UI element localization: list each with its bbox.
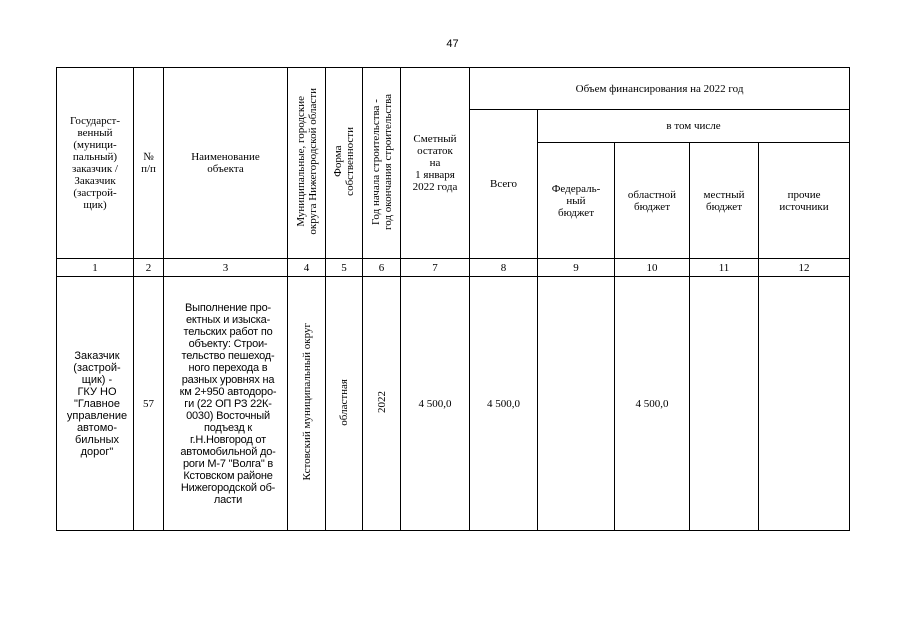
column-number: 5 bbox=[326, 259, 363, 277]
column-number: 9 bbox=[538, 259, 615, 277]
column-number-row bbox=[57, 259, 850, 277]
page-number: 47 bbox=[446, 38, 459, 50]
total-cell: 4 500,0 bbox=[470, 277, 538, 531]
header-other: прочие источники bbox=[759, 143, 850, 259]
column-number: 6 bbox=[363, 259, 401, 277]
column-number: 8 bbox=[470, 259, 538, 277]
local-cell bbox=[690, 277, 759, 531]
column-number: 11 bbox=[690, 259, 759, 277]
header-municipality: Муниципальные, городские округа Нижегородской области bbox=[288, 68, 326, 259]
column-number: 3 bbox=[164, 259, 288, 277]
header-object-name: Наименование объекта bbox=[164, 68, 288, 259]
row-number-cell: 57 bbox=[134, 277, 164, 531]
header-years: Год начала строительства - год окончания строительства bbox=[363, 68, 401, 259]
regional-cell: 4 500,0 bbox=[615, 277, 690, 531]
ownership-cell: областная bbox=[326, 277, 363, 531]
estimate-cell: 4 500,0 bbox=[401, 277, 470, 531]
column-number: 2 bbox=[134, 259, 164, 277]
header-total: Всего bbox=[470, 110, 538, 259]
column-number: 10 bbox=[615, 259, 690, 277]
header-federal: Федераль- ный бюджет bbox=[538, 143, 615, 259]
column-number: 12 bbox=[759, 259, 850, 277]
federal-cell bbox=[538, 277, 615, 531]
object-name-cell: Выполнение про- ектных и изыска- тельских работ по объекту: Строи- тельство пешеход- ного перехода в разных уровнях на км 2+950 автодоро- ги (22 ОП РЗ 22К- 0030) Восточный подъезд к г.Н.Новгород от автомобильной до- роги М-7 "Волга" в Кстовском районе Нижегородской об- ласти bbox=[164, 277, 288, 531]
financing-table bbox=[56, 67, 850, 531]
header-financing: Объем финансирования на 2022 год bbox=[470, 68, 850, 110]
column-number: 1 bbox=[57, 259, 134, 277]
header-ownership: Форма собственности bbox=[326, 68, 363, 259]
header-local: местный бюджет bbox=[690, 143, 759, 259]
table-row bbox=[57, 277, 850, 531]
municipality-cell: Кстовский муниципальный округ bbox=[288, 277, 326, 531]
header-num: № п/п bbox=[134, 68, 164, 259]
other-cell bbox=[759, 277, 850, 531]
years-cell: 2022 bbox=[363, 277, 401, 531]
header-row-1 bbox=[57, 68, 850, 110]
column-number: 4 bbox=[288, 259, 326, 277]
column-number: 7 bbox=[401, 259, 470, 277]
header-including: в том числе bbox=[538, 110, 850, 143]
header-regional: областной бюджет bbox=[615, 143, 690, 259]
header-customer: Государст- венный (муници- пальный) заказчик / Заказчик (застрой- щик) bbox=[57, 68, 134, 259]
header-estimate: Сметный остаток на 1 января 2022 года bbox=[401, 68, 470, 259]
customer-cell: Заказчик (застрой- щик) - ГКУ НО "Главное управление автомо- бильных дорог" bbox=[57, 277, 134, 531]
